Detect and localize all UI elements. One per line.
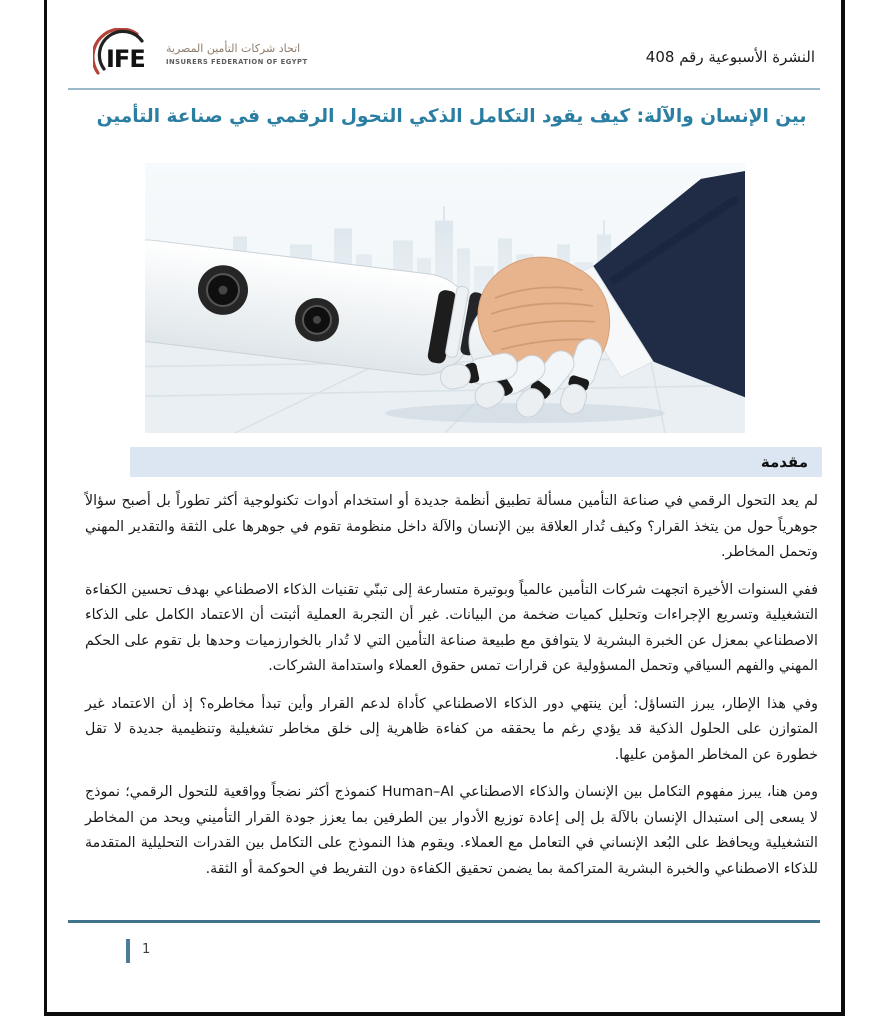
- ife-logo-text: IFE: [106, 45, 145, 73]
- paragraph-2: ففي السنوات الأخيرة اتجهت شركات التأمين عالمياً وبوتيرة متسارعة إلى تبنّي تقنيات الذكاء الاصطناعي بهدف تحسين الكفاءة التشغيلية وتسريع الإجراءات وتحليل كميات ضخمة من البيانات. غير أن التجربة العملية أثبتت أن الاعتماد الكامل على الذكاء الاصطناعي بمعزل عن الخبرة البشرية لا يتوافق مع طبيعة صناعة التأمين التي لا تُدار بالخوارزميات وحدها بل تقوم على الحكم المهني والفهم السياقي وتحمل المسؤولية عن قرارات تمس حقوق العملاء واستدامة الشركات.: [85, 581, 818, 674]
- article-title: بين الإنسان والآلة: كيف يقود التكامل الذكي التحول الرقمي في صناعة التأمين: [96, 106, 807, 127]
- issue-label: النشرة الأسبوعية رقم 408: [645, 48, 815, 66]
- page-border-right: [841, 0, 845, 1016]
- hero-image-robot-human-handshake: [145, 163, 745, 433]
- page-number: 1: [142, 942, 151, 957]
- ife-logo-name-english: INSURERS FEDERATION OF EGYPT: [166, 58, 308, 66]
- footer-divider: [68, 920, 820, 923]
- ife-logo: [93, 28, 308, 84]
- paragraph-1: لم يعد التحول الرقمي في صناعة التأمين مسألة تطبيق أنظمة جديدة أو استخدام أدوات تكنولوجية أكثر تطوراً بل أصبح سؤالاً جوهرياً حول من يتخذ القرار؟ وكيف تُدار العلاقة بين الإنسان والآلة داخل منظومة تقوم في جوهرها على الثقة والتقدير المهني وتحمل المخاطر.: [85, 493, 818, 560]
- article-body: [85, 489, 818, 894]
- ife-logo-mark: [93, 28, 157, 84]
- section-heading-introduction: مقدمة: [130, 447, 822, 477]
- ife-logo-name-arabic: اتحاد شركات التأمين المصرية: [166, 42, 301, 55]
- page-number-bar: [126, 939, 130, 963]
- ife-logo-names: [166, 42, 308, 66]
- page-border-bottom: [44, 1012, 845, 1016]
- paragraph-3: وفي هذا الإطار، يبرز التساؤل: أين ينتهي دور الذكاء الاصطناعي كأداة لدعم القرار وأين تبدأ مخاطره؟ إذ أن الاعتماد غير المتوازن على الحلول الذكية قد يؤدي رغم ما يحققه من كفاءة ظاهرية إلى خلق مخاطر تشغيلية وتنظيمية جديدة لا تقل خطورة عن المخاطر المؤمن عليها.: [85, 695, 818, 763]
- paragraph-4: ومن هنا، يبرز مفهوم التكامل بين الإنسان والذكاء الاصطناعي Human–AI كنموذج أكثر نضجاً وواقعية للتحول الرقمي؛ نموذج لا يسعى إلى استبدال الإنسان بالآلة بل إلى إعادة توزيع الأدوار بين الطرفين بما يعزز جودة القرار التأميني ويحد من المخاطر التشغيلية ويحافظ على البُعد الإنساني في التعامل مع العملاء. ويقوم هذا النموذج على التكامل بين القدرات التحليلية المتقدمة للذكاء الاصطناعي والخبرة البشرية المتراكمة بما يضمن تحقيق الكفاءة دون التفريط في الحوكمة أو الثقة.: [85, 784, 818, 877]
- page-border-left: [44, 0, 47, 1016]
- header-divider: [68, 88, 820, 90]
- handshake-illustration: [145, 163, 745, 433]
